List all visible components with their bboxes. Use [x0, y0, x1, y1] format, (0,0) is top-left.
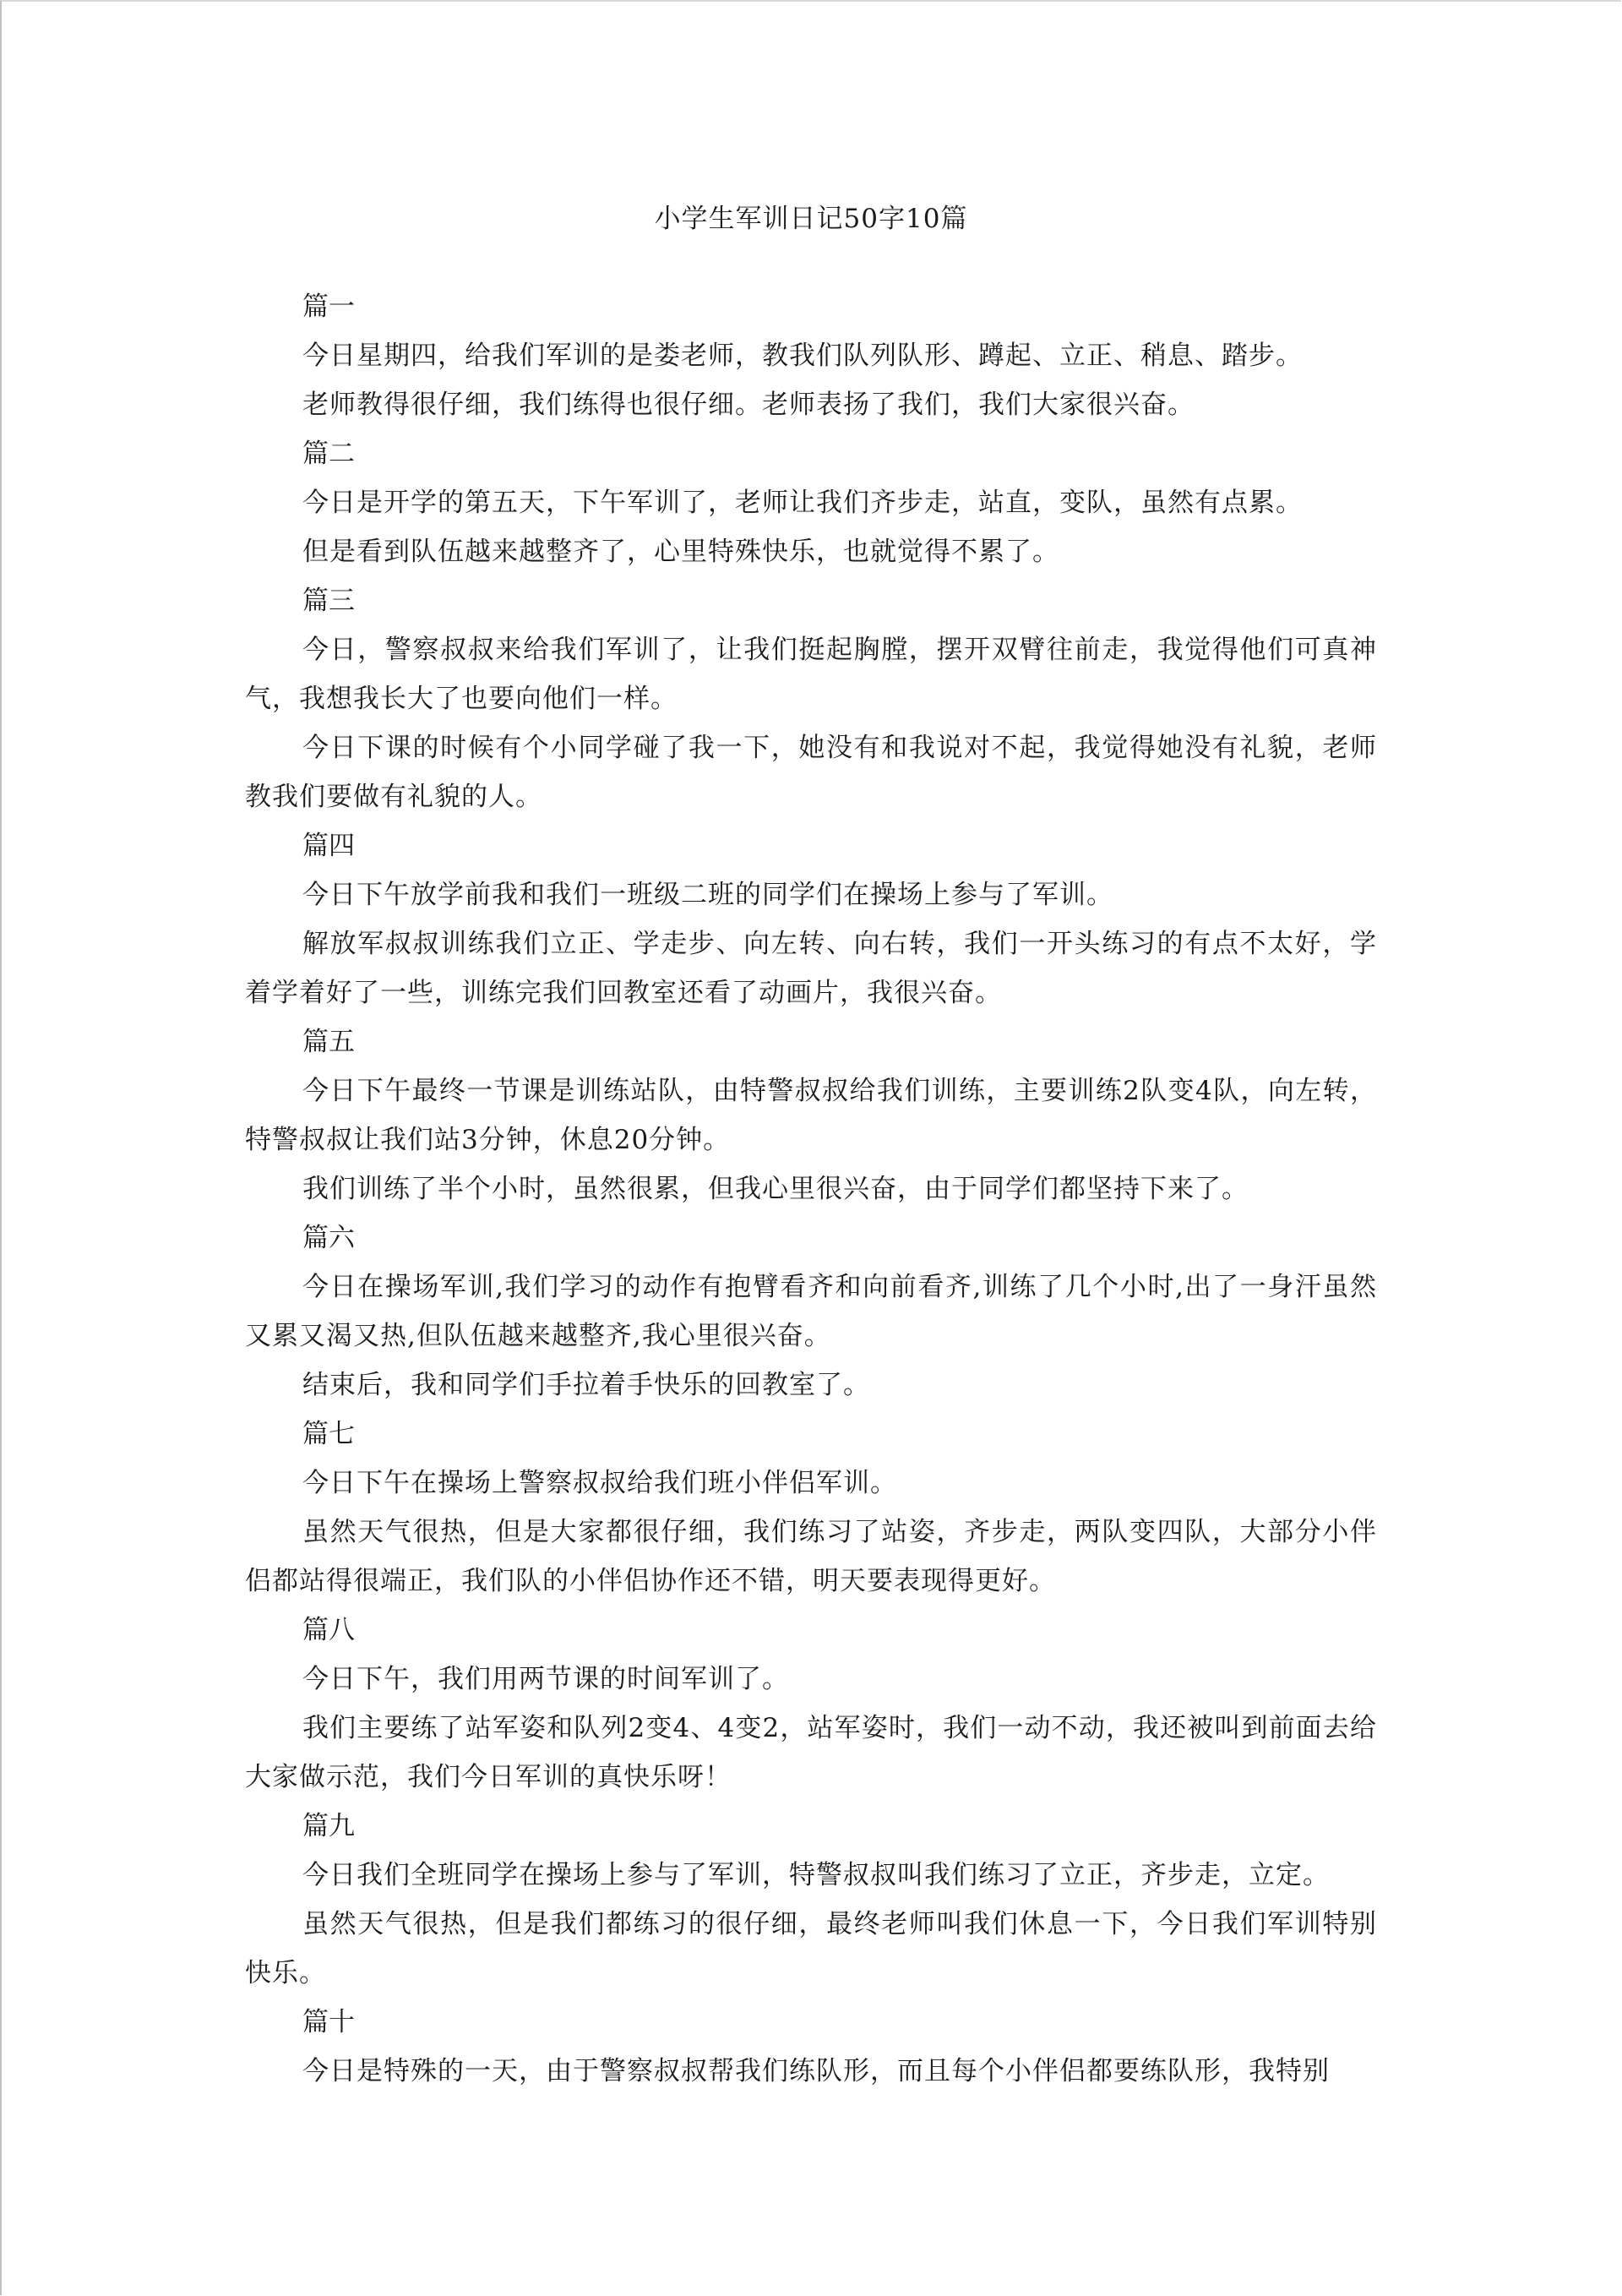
- section-8: [245, 1606, 1377, 1802]
- section-4: [245, 821, 1377, 1017]
- section-5: [245, 1017, 1377, 1213]
- section-heading: 篇一: [302, 292, 355, 322]
- section-heading: 篇三: [302, 586, 355, 616]
- paragraph: 我们训练了半个小时，虽然很累，但我心里很兴奋，由于同学们都坚持下来了。: [302, 1174, 1249, 1204]
- section-heading: 篇七: [302, 1419, 355, 1449]
- section-heading: 篇五: [302, 1027, 355, 1057]
- section-1: [245, 282, 1377, 429]
- section-heading: 篇四: [302, 831, 355, 861]
- paragraph: 今日是开学的第五天，下午军训了，老师让我们齐步走，站直，变队，虽然有点累。: [302, 488, 1303, 518]
- section-heading: 篇六: [302, 1223, 355, 1253]
- paragraph: 虽然天气很热，但是我们都练习的很仔细，最终老师叫我们休息一下，今日我们军训特别快乐。: [245, 1909, 1377, 1988]
- section-heading: 篇十: [302, 2007, 355, 2037]
- paragraph: 今日，警察叔叔来给我们军训了，让我们挺起胸膛，摆开双臂往前走，我觉得他们可真神气，我想我长大了也要向他们一样。: [245, 635, 1377, 714]
- paragraph: 但是看到队伍越来越整齐了，心里特殊快乐，也就觉得不累了。: [302, 537, 1059, 567]
- paragraph: 结束后，我和同学们手拉着手快乐的回教室了。: [302, 1370, 870, 1400]
- section-9: [245, 1802, 1377, 1998]
- paragraph: 解放军叔叔训练我们立正、学走步、向左转、向右转，我们一开头练习的有点不太好，学着学着好了一些，训练完我们回教室还看了动画片，我很兴奋。: [245, 929, 1377, 1008]
- paragraph: 今日下午，我们用两节课的时间军训了。: [302, 1664, 789, 1694]
- document-body: [245, 194, 1377, 2096]
- section-2: [245, 429, 1377, 576]
- paragraph: 今日在操场军训,我们学习的动作有抱臂看齐和向前看齐,训练了几个小时,出了一身汗虽然又累又渴又热,但队伍越来越整齐,我心里很兴奋。: [245, 1272, 1377, 1351]
- section-heading: 篇八: [302, 1615, 355, 1645]
- paragraph: 虽然天气很热，但是大家都很仔细，我们练习了站姿，齐步走，两队变四队，大部分小伴侣都站得很端正，我们队的小伴侣协作还不错，明天要表现得更好。: [245, 1517, 1377, 1596]
- paragraph: 今日下课的时候有个小同学碰了我一下，她没有和我说对不起，我觉得她没有礼貌，老师教我们要做有礼貌的人。: [245, 733, 1377, 812]
- paragraph: 今日我们全班同学在操场上参与了军训，特警叔叔叫我们练习了立正，齐步走，立定。: [302, 1860, 1330, 1890]
- section-heading: 篇二: [302, 439, 355, 469]
- paragraph: 今日星期四，给我们军训的是娄老师，教我们队列队形、蹲起、立正、稍息、踏步。: [302, 341, 1303, 371]
- paragraph: 今日下午最终一节课是训练站队，由特警叔叔给我们训练，主要训练2队变4队，向左转，特警叔叔让我们站3分钟，休息20分钟。: [245, 1076, 1377, 1155]
- section-6: [245, 1213, 1377, 1410]
- paragraph: 今日是特殊的一天，由于警察叔叔帮我们练队形，而且每个小伴侣都要练队形，我特别: [302, 2056, 1330, 2086]
- section-3: [245, 576, 1377, 821]
- paragraph: 老师教得很仔细，我们练得也很仔细。老师表扬了我们，我们大家很兴奋。: [302, 390, 1195, 420]
- paragraph: 今日下午放学前我和我们一班级二班的同学们在操场上参与了军训。: [302, 880, 1113, 910]
- section-10: [245, 1998, 1377, 2096]
- document-content: [245, 282, 1377, 2096]
- paragraph: 今日下午在操场上警察叔叔给我们班小伴侣军训。: [302, 1468, 897, 1498]
- document-title: 小学生军训日记50字10篇: [654, 204, 968, 234]
- section-heading: 篇九: [302, 1811, 355, 1841]
- paragraph: 我们主要练了站军姿和队列2变4、4变2，站军姿时，我们一动不动，我还被叫到前面去给大家做示范，我们今日军训的真快乐呀！: [245, 1713, 1377, 1792]
- section-7: [245, 1410, 1377, 1606]
